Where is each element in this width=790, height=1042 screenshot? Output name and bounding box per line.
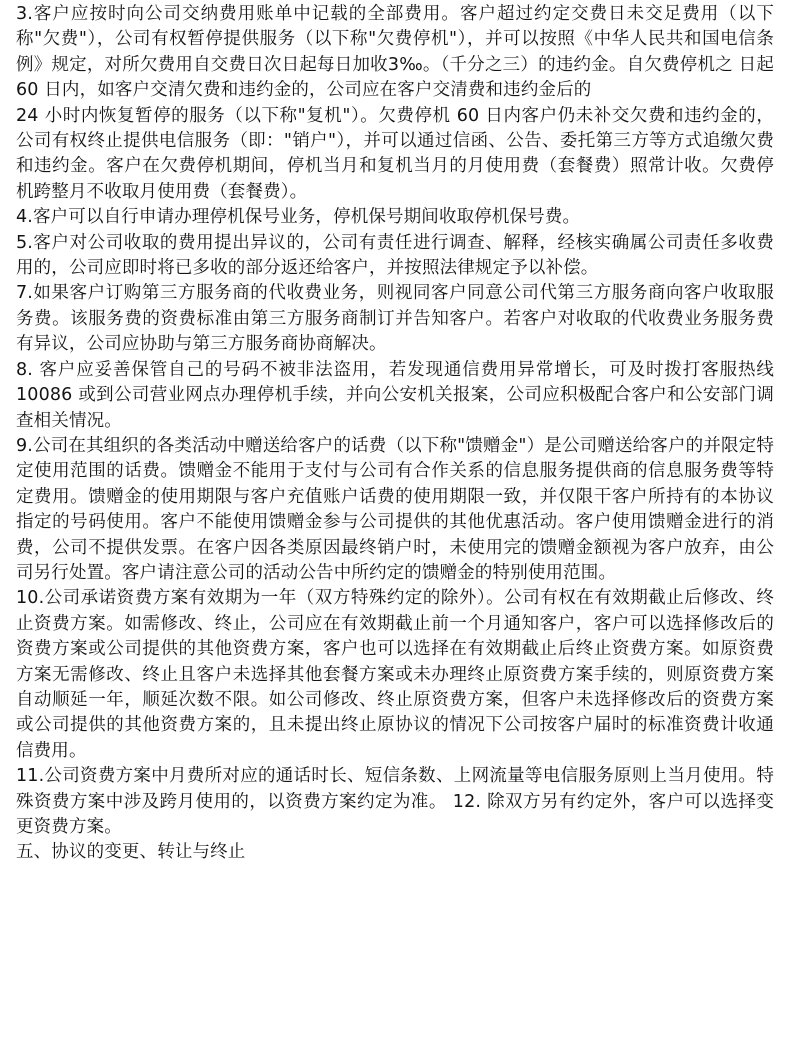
document-body	[16, 2, 774, 866]
clause-7-paragraph: 7.如果客户订购第三方服务商的代收费业务，则视同客户同意公司代第三方服务商向客户收取服务费。该服务费的资费标准由第三方服务商制订并告知客户。若客户对收取的代收费业务服务费有异议，公司应协助与第三方服务商协商解决。	[16, 283, 774, 355]
clause-8-paragraph: 8. 客户应妥善保管自己的号码不被非法盗用，若发现通信费用异常增长，可及时拨打客服热线 10086 或到公司营业网点办理停机手续，并向公安机关报案，公司应积极配合客户和公安部门调查相关情况。	[16, 359, 774, 431]
clause-5-paragraph: 5.客户对公司收取的费用提出异议的，公司有责任进行调查、解释，经核实确属公司责任多收费用的，公司应即时将已多收的部分返还给客户，并按照法律规定予以补偿。	[16, 232, 774, 279]
clause-10-paragraph: 10.公司承诺资费方案有效期为一年（双方特殊约定的除外）。公司有权在有效期截止后修改、终止资费方案。如需修改、终止，公司应在有效期截止前一个月通知客户，客户可以选择修改后的资费方案或公司提供的其他资费方案，客户也可以选择在有效期截止后终止资费方案。如原资费方案无需修改、终止且客户未选择其他套餐方案或未办理终止原资费方案手续的，则原资费方案自动顺延一年，顺延次数不限。如公司修改、终止原资费方案，但客户未选择修改后的资费方案或公司提供的其他资费方案的，且未提出终止原协议的情况下公司按客户届时的标准资费计收通信费用。	[16, 588, 774, 761]
section-5-heading: 五、协议的变更、转让与终止	[16, 842, 246, 863]
clause-4-paragraph: 4.客户可以自行申请办理停机保号业务，停机保号期间收取停机保号费。	[16, 207, 581, 228]
clause-9-paragraph: 9.公司在其组织的各类活动中赠送给客户的话费（以下称"馈赠金"）是公司赠送给客户的并限定特定使用范围的话费。馈赠金不能用于支付与公司有合作关系的信息服务提供商的信息服务费等特定费用。馈赠金的使用期限与客户充值账户话费的使用期限一致，并仅限干客户所持有的本协议指定的号码使用。客户不能使用馈赠金参与公司提供的其他优惠活动。客户使用馈赠金进行的消费，公司不提供发票。在客户因各类原因最终销户时，未使用完的馈赠金额视为客户放弃，由公司另行处置。客户请注意公司的活动公告中所约定的馈赠金的特别使用范围。	[16, 435, 774, 583]
clause-3-paragraph: 3.客户应按时向公司交纳费用账单中记载的全部费用。客户超过约定交费日未交足费用（以下称"欠费"），公司有权暂停提供服务（以下称"欠费停机"），并可以按照《中华人民共和国电信条例》规定，对所欠费用自交费日次日起每日加收3‰。（千分之三）的违约金。自欠费停机之 日起 60 日内，如客户交清欠费和违约金的，公司应在客户交清费和违约金后的	[16, 4, 774, 101]
clause-3-continuation-paragraph: 24 小时内恢复暂停的服务（以下称"复机"）。欠费停机 60 日内客户仍未补交欠费和违约金的，公司有权终止提供电信服务（即："销户"），并可以通过信函、公告、委托第三方等方式追缴欠费和违约金。客户在欠费停机期间，停机当月和复机当月的月使用费（套餐费）照常计收。欠费停机跨整月不收取月使用费（套餐费）。	[16, 105, 774, 202]
clause-11-paragraph: 11.公司资费方案中月费所对应的通话时长、短信条数、上网流量等电信服务原则上当月使用。特殊资费方案中涉及跨月使用的，以资费方案约定为准。 12. 除双方另有约定外，客户可以选择变更资费方案。	[16, 766, 774, 837]
